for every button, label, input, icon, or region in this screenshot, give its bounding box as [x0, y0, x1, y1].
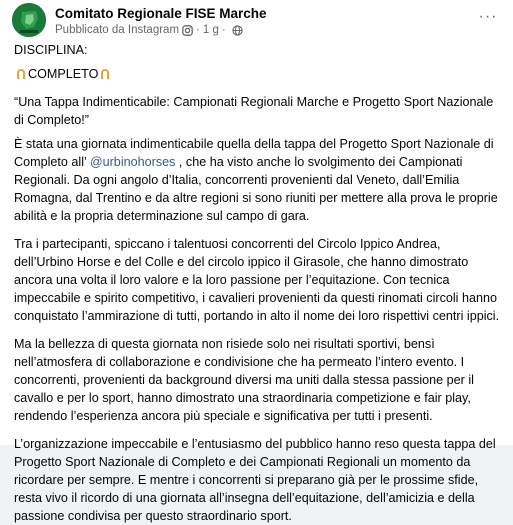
published-via-label: Pubblicato da Instagram — [55, 24, 180, 36]
horseshoe-emoji — [99, 68, 111, 80]
horseshoe-emoji — [15, 68, 27, 80]
post-time-link[interactable]: 1 g — [202, 24, 219, 36]
post-meta — [55, 3, 267, 37]
page-avatar[interactable] — [12, 3, 46, 37]
post-paragraph — [14, 65, 501, 83]
instagram-icon — [182, 25, 193, 36]
page-name-link[interactable]: Comitato Regionale FISE Marche — [55, 6, 267, 21]
more-options-button[interactable]: ··· — [478, 8, 498, 25]
post-paragraph: L’organizzazione impeccabile e l’entusiasmo del pubblico hanno reso questa tappa del Progetto Sport Nazionale di Completo e dei Campionati Regionali un momento da ricordare per sempre. E mentre i concorrenti si preparano già per le prossime sfide, resta vivo il ricordo di una giornata all’insegna dell’equitazione, dell’amicizia e della passione condivisa per questo straordinario sport. — [14, 437, 496, 523]
globe-icon[interactable] — [232, 25, 243, 36]
paragraph-text: , che ha visto anche lo svolgimento dei Campionati Regionali. Da ogni angolo d’Italia, concorrenti provenienti dal Veneto, dall’Emilia Romagna, dal Trentino e da altre regioni si sono riuniti per mettere alla prova le proprie abilità e la propria determinazione sul campo di gara. — [14, 155, 498, 223]
mention-link[interactable]: @urbinohorses — [89, 155, 176, 169]
paragraph-text: È stata una giornata indimenticabile quella della tappa del Progetto Sport Nazionale di Completo all’ — [14, 137, 494, 169]
post-body — [14, 41, 501, 525]
separator-dot: · — [221, 24, 226, 36]
avatar-logo-icon — [12, 3, 46, 37]
post-paragraph — [14, 135, 501, 225]
separator-dot: · — [196, 24, 200, 36]
post-header — [14, 0, 501, 41]
post-paragraph: Tra i partecipanti, spiccano i talentuosi concorrenti del Circolo Ippico Andrea, dell’Urbino Horse e del Colle e del circolo ippico il Girasole, che hanno dimostrato ancora una volta il loro valore e la loro passione per l’equitazione. Con tecnica impeccabile e spirito competitivo, i cavalieri provenienti da questi rinomati circoli hanno conquistato l’ammirazione di tutti, portando in alto il nome dei loro rispettivi centri ippici. — [14, 237, 500, 323]
post-paragraph: DISCIPLINA: — [14, 43, 88, 57]
discipline-name: COMPLETO — [28, 67, 99, 81]
post-paragraph: Ma la bellezza di questa giornata non risiede solo nei risultati sportivi, bensì nell’atmosfera di collaborazione e condivisione che ha permeato l’intero evento. I concorrenti, provenienti da background diversi ma uniti dalla stessa passione per il cavallo e per lo sport, hanno dimostrato una straordinaria competizione e fair play, rendendo l’esperienza ancora più speciale e significativa per tutti i presenti. — [14, 337, 474, 423]
post-subline — [55, 23, 267, 37]
post-title-quote: “Una Tappa Indimenticabile: Campionati Regionali Marche e Progetto Sport Nazionale di Completo!” — [14, 95, 494, 127]
